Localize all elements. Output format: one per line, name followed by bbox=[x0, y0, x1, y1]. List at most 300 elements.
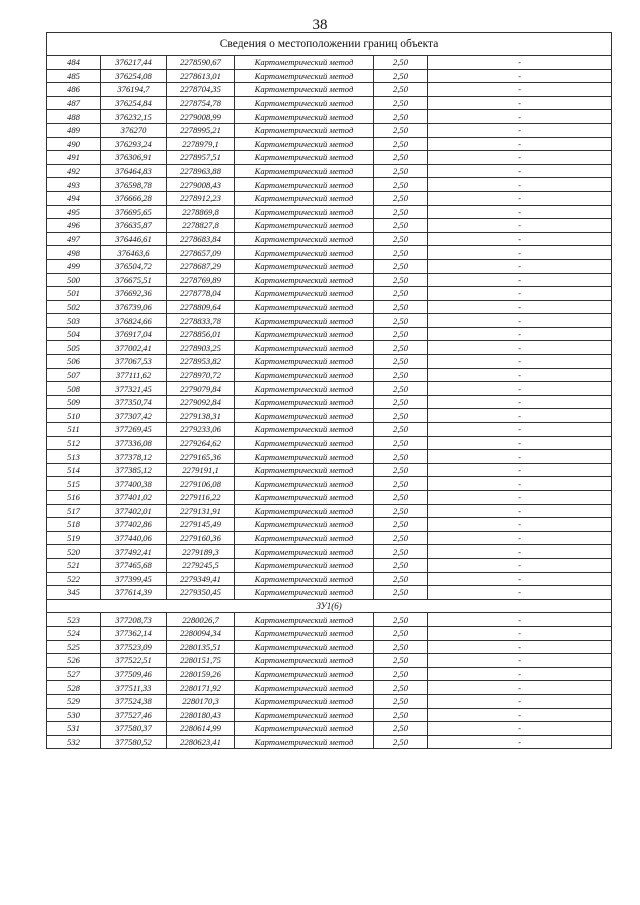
table-row bbox=[47, 83, 612, 97]
table-row bbox=[47, 96, 612, 110]
point-number-cell: 511 bbox=[47, 423, 101, 437]
method-cell: Картометрический метод bbox=[235, 735, 374, 749]
point-number-cell: 522 bbox=[47, 572, 101, 586]
point-number-cell: 517 bbox=[47, 504, 101, 518]
accuracy-cell: 2,50 bbox=[374, 219, 428, 233]
x-coordinate-cell: 377523,09 bbox=[101, 640, 167, 654]
y-coordinate-cell: 2279106,08 bbox=[167, 477, 235, 491]
x-coordinate-cell: 377580,37 bbox=[101, 722, 167, 736]
point-number-cell: 527 bbox=[47, 667, 101, 681]
y-coordinate-cell: 2278704,35 bbox=[167, 83, 235, 97]
y-coordinate-cell: 2279008,99 bbox=[167, 110, 235, 124]
note-cell: - bbox=[428, 518, 612, 532]
point-number-cell: 526 bbox=[47, 654, 101, 668]
note-cell: - bbox=[428, 667, 612, 681]
x-coordinate-cell: 376917,04 bbox=[101, 327, 167, 341]
x-coordinate-cell: 377378,12 bbox=[101, 450, 167, 464]
accuracy-cell: 2,50 bbox=[374, 409, 428, 423]
x-coordinate-cell: 376463,6 bbox=[101, 246, 167, 260]
note-cell: - bbox=[428, 178, 612, 192]
x-coordinate-cell: 377321,45 bbox=[101, 382, 167, 396]
method-cell: Картометрический метод bbox=[235, 423, 374, 437]
accuracy-cell: 2,50 bbox=[374, 681, 428, 695]
note-cell: - bbox=[428, 287, 612, 301]
point-number-cell: 507 bbox=[47, 368, 101, 382]
x-coordinate-cell: 377350,74 bbox=[101, 395, 167, 409]
method-cell: Картометрический метод bbox=[235, 545, 374, 559]
x-coordinate-cell: 377385,12 bbox=[101, 463, 167, 477]
accuracy-cell: 2,50 bbox=[374, 191, 428, 205]
x-coordinate-cell: 376217,44 bbox=[101, 56, 167, 70]
accuracy-cell: 2,50 bbox=[374, 300, 428, 314]
note-cell: - bbox=[428, 735, 612, 749]
accuracy-cell: 2,50 bbox=[374, 477, 428, 491]
x-coordinate-cell: 376635,87 bbox=[101, 219, 167, 233]
x-coordinate-cell: 377336,08 bbox=[101, 436, 167, 450]
table-row bbox=[47, 681, 612, 695]
note-cell: - bbox=[428, 722, 612, 736]
point-number-cell: 508 bbox=[47, 382, 101, 396]
point-number-cell: 492 bbox=[47, 164, 101, 178]
y-coordinate-cell: 2279116,22 bbox=[167, 491, 235, 505]
table-row bbox=[47, 123, 612, 137]
note-cell: - bbox=[428, 640, 612, 654]
method-cell: Картометрический метод bbox=[235, 164, 374, 178]
table-row bbox=[47, 613, 612, 627]
note-cell: - bbox=[428, 545, 612, 559]
table-row bbox=[47, 626, 612, 640]
point-number-cell: 496 bbox=[47, 219, 101, 233]
accuracy-cell: 2,50 bbox=[374, 463, 428, 477]
accuracy-cell: 2,50 bbox=[374, 395, 428, 409]
note-cell: - bbox=[428, 409, 612, 423]
note-cell: - bbox=[428, 491, 612, 505]
x-coordinate-cell: 377002,41 bbox=[101, 341, 167, 355]
note-cell: - bbox=[428, 395, 612, 409]
method-cell: Картометрический метод bbox=[235, 300, 374, 314]
note-cell: - bbox=[428, 558, 612, 572]
note-cell: - bbox=[428, 436, 612, 450]
y-coordinate-cell: 2278754,78 bbox=[167, 96, 235, 110]
x-coordinate-cell: 377400,38 bbox=[101, 477, 167, 491]
y-coordinate-cell: 2278953,82 bbox=[167, 355, 235, 369]
accuracy-cell: 2,50 bbox=[374, 586, 428, 600]
point-number-cell: 501 bbox=[47, 287, 101, 301]
point-number-cell: 484 bbox=[47, 56, 101, 70]
point-number-cell: 520 bbox=[47, 545, 101, 559]
table-row bbox=[47, 572, 612, 586]
point-number-cell: 529 bbox=[47, 694, 101, 708]
method-cell: Картометрический метод bbox=[235, 436, 374, 450]
method-cell: Картометрический метод bbox=[235, 219, 374, 233]
method-cell: Картометрический метод bbox=[235, 640, 374, 654]
note-cell: - bbox=[428, 572, 612, 586]
accuracy-cell: 2,50 bbox=[374, 355, 428, 369]
method-cell: Картометрический метод bbox=[235, 368, 374, 382]
note-cell: - bbox=[428, 123, 612, 137]
method-cell: Картометрический метод bbox=[235, 191, 374, 205]
x-coordinate-cell: 377440,06 bbox=[101, 531, 167, 545]
y-coordinate-cell: 2279145,49 bbox=[167, 518, 235, 532]
y-coordinate-cell: 2280151,75 bbox=[167, 654, 235, 668]
note-cell: - bbox=[428, 382, 612, 396]
table-row bbox=[47, 341, 612, 355]
method-cell: Картометрический метод bbox=[235, 110, 374, 124]
note-cell: - bbox=[428, 83, 612, 97]
y-coordinate-cell: 2279079,84 bbox=[167, 382, 235, 396]
accuracy-cell: 2,50 bbox=[374, 654, 428, 668]
accuracy-cell: 2,50 bbox=[374, 273, 428, 287]
y-coordinate-cell: 2278687,29 bbox=[167, 259, 235, 273]
y-coordinate-cell: 2280171,92 bbox=[167, 681, 235, 695]
note-cell: - bbox=[428, 613, 612, 627]
accuracy-cell: 2,50 bbox=[374, 69, 428, 83]
section-title: ЗУ1(6) bbox=[47, 599, 612, 613]
table-row bbox=[47, 491, 612, 505]
point-number-cell: 506 bbox=[47, 355, 101, 369]
note-cell: - bbox=[428, 708, 612, 722]
point-number-cell: 495 bbox=[47, 205, 101, 219]
note-cell: - bbox=[428, 654, 612, 668]
point-number-cell: 488 bbox=[47, 110, 101, 124]
y-coordinate-cell: 2278613,01 bbox=[167, 69, 235, 83]
accuracy-cell: 2,50 bbox=[374, 205, 428, 219]
method-cell: Картометрический метод bbox=[235, 626, 374, 640]
note-cell: - bbox=[428, 96, 612, 110]
point-number-cell: 487 bbox=[47, 96, 101, 110]
method-cell: Картометрический метод bbox=[235, 558, 374, 572]
note-cell: - bbox=[428, 69, 612, 83]
method-cell: Картометрический метод bbox=[235, 314, 374, 328]
method-cell: Картометрический метод bbox=[235, 463, 374, 477]
table-row bbox=[47, 219, 612, 233]
accuracy-cell: 2,50 bbox=[374, 572, 428, 586]
y-coordinate-cell: 2278769,89 bbox=[167, 273, 235, 287]
point-number-cell: 500 bbox=[47, 273, 101, 287]
accuracy-cell: 2,50 bbox=[374, 504, 428, 518]
table-row bbox=[47, 164, 612, 178]
y-coordinate-cell: 2278809,64 bbox=[167, 300, 235, 314]
note-cell: - bbox=[428, 341, 612, 355]
method-cell: Картометрический метод bbox=[235, 722, 374, 736]
table-row bbox=[47, 178, 612, 192]
point-number-cell: 509 bbox=[47, 395, 101, 409]
table-row bbox=[47, 586, 612, 600]
table-row bbox=[47, 463, 612, 477]
point-number-cell: 524 bbox=[47, 626, 101, 640]
accuracy-cell: 2,50 bbox=[374, 341, 428, 355]
point-number-cell: 345 bbox=[47, 586, 101, 600]
method-cell: Картометрический метод bbox=[235, 259, 374, 273]
x-coordinate-cell: 377402,86 bbox=[101, 518, 167, 532]
point-number-cell: 515 bbox=[47, 477, 101, 491]
method-cell: Картометрический метод bbox=[235, 287, 374, 301]
y-coordinate-cell: 2279008,43 bbox=[167, 178, 235, 192]
note-cell: - bbox=[428, 626, 612, 640]
note-cell: - bbox=[428, 531, 612, 545]
method-cell: Картометрический метод bbox=[235, 327, 374, 341]
point-number-cell: 498 bbox=[47, 246, 101, 260]
x-coordinate-cell: 376270 bbox=[101, 123, 167, 137]
method-cell: Картометрический метод bbox=[235, 83, 374, 97]
accuracy-cell: 2,50 bbox=[374, 83, 428, 97]
method-cell: Картометрический метод bbox=[235, 56, 374, 70]
method-cell: Картометрический метод bbox=[235, 232, 374, 246]
accuracy-cell: 2,50 bbox=[374, 96, 428, 110]
x-coordinate-cell: 376446,61 bbox=[101, 232, 167, 246]
y-coordinate-cell: 2279264,62 bbox=[167, 436, 235, 450]
table-row bbox=[47, 450, 612, 464]
method-cell: Картометрический метод bbox=[235, 96, 374, 110]
x-coordinate-cell: 377401,02 bbox=[101, 491, 167, 505]
point-number-cell: 490 bbox=[47, 137, 101, 151]
table-title-row bbox=[47, 33, 612, 56]
y-coordinate-cell: 2279160,36 bbox=[167, 531, 235, 545]
method-cell: Картометрический метод bbox=[235, 205, 374, 219]
note-cell: - bbox=[428, 110, 612, 124]
table-row bbox=[47, 259, 612, 273]
point-number-cell: 525 bbox=[47, 640, 101, 654]
x-coordinate-cell: 377362,14 bbox=[101, 626, 167, 640]
accuracy-cell: 2,50 bbox=[374, 314, 428, 328]
y-coordinate-cell: 2278778,04 bbox=[167, 287, 235, 301]
x-coordinate-cell: 377067,53 bbox=[101, 355, 167, 369]
accuracy-cell: 2,50 bbox=[374, 123, 428, 137]
x-coordinate-cell: 377614,39 bbox=[101, 586, 167, 600]
y-coordinate-cell: 2278979,1 bbox=[167, 137, 235, 151]
y-coordinate-cell: 2278827,8 bbox=[167, 219, 235, 233]
note-cell: - bbox=[428, 232, 612, 246]
y-coordinate-cell: 2280614,99 bbox=[167, 722, 235, 736]
accuracy-cell: 2,50 bbox=[374, 558, 428, 572]
note-cell: - bbox=[428, 137, 612, 151]
accuracy-cell: 2,50 bbox=[374, 436, 428, 450]
table-row bbox=[47, 300, 612, 314]
y-coordinate-cell: 2279165,36 bbox=[167, 450, 235, 464]
accuracy-cell: 2,50 bbox=[374, 287, 428, 301]
point-number-cell: 530 bbox=[47, 708, 101, 722]
note-cell: - bbox=[428, 586, 612, 600]
y-coordinate-cell: 2280180,43 bbox=[167, 708, 235, 722]
y-coordinate-cell: 2279131,91 bbox=[167, 504, 235, 518]
method-cell: Картометрический метод bbox=[235, 531, 374, 545]
x-coordinate-cell: 377522,51 bbox=[101, 654, 167, 668]
table-row bbox=[47, 545, 612, 559]
y-coordinate-cell: 2279092,84 bbox=[167, 395, 235, 409]
y-coordinate-cell: 2280135,51 bbox=[167, 640, 235, 654]
y-coordinate-cell: 2280170,3 bbox=[167, 694, 235, 708]
table-row bbox=[47, 518, 612, 532]
table-row bbox=[47, 110, 612, 124]
table-row bbox=[47, 708, 612, 722]
x-coordinate-cell: 377465,68 bbox=[101, 558, 167, 572]
y-coordinate-cell: 2278903,25 bbox=[167, 341, 235, 355]
accuracy-cell: 2,50 bbox=[374, 368, 428, 382]
x-coordinate-cell: 377208,73 bbox=[101, 613, 167, 627]
x-coordinate-cell: 376692,36 bbox=[101, 287, 167, 301]
x-coordinate-cell: 376194,7 bbox=[101, 83, 167, 97]
point-number-cell: 504 bbox=[47, 327, 101, 341]
note-cell: - bbox=[428, 259, 612, 273]
method-cell: Картометрический метод bbox=[235, 613, 374, 627]
x-coordinate-cell: 377509,46 bbox=[101, 667, 167, 681]
x-coordinate-cell: 377111,62 bbox=[101, 368, 167, 382]
y-coordinate-cell: 2278970,72 bbox=[167, 368, 235, 382]
y-coordinate-cell: 2278856,01 bbox=[167, 327, 235, 341]
accuracy-cell: 2,50 bbox=[374, 246, 428, 260]
accuracy-cell: 2,50 bbox=[374, 722, 428, 736]
point-number-cell: 513 bbox=[47, 450, 101, 464]
accuracy-cell: 2,50 bbox=[374, 613, 428, 627]
y-coordinate-cell: 2279138,31 bbox=[167, 409, 235, 423]
table-row bbox=[47, 151, 612, 165]
method-cell: Картометрический метод bbox=[235, 450, 374, 464]
method-cell: Картометрический метод bbox=[235, 667, 374, 681]
note-cell: - bbox=[428, 477, 612, 491]
table-row bbox=[47, 137, 612, 151]
x-coordinate-cell: 376306,91 bbox=[101, 151, 167, 165]
x-coordinate-cell: 376824,66 bbox=[101, 314, 167, 328]
y-coordinate-cell: 2278995,21 bbox=[167, 123, 235, 137]
accuracy-cell: 2,50 bbox=[374, 259, 428, 273]
x-coordinate-cell: 376598,78 bbox=[101, 178, 167, 192]
point-number-cell: 494 bbox=[47, 191, 101, 205]
y-coordinate-cell: 2278912,23 bbox=[167, 191, 235, 205]
accuracy-cell: 2,50 bbox=[374, 450, 428, 464]
y-coordinate-cell: 2278683,84 bbox=[167, 232, 235, 246]
note-cell: - bbox=[428, 463, 612, 477]
accuracy-cell: 2,50 bbox=[374, 518, 428, 532]
table-row bbox=[47, 314, 612, 328]
note-cell: - bbox=[428, 450, 612, 464]
table-row bbox=[47, 722, 612, 736]
table-row bbox=[47, 409, 612, 423]
point-number-cell: 493 bbox=[47, 178, 101, 192]
point-number-cell: 523 bbox=[47, 613, 101, 627]
note-cell: - bbox=[428, 164, 612, 178]
table-row bbox=[47, 558, 612, 572]
accuracy-cell: 2,50 bbox=[374, 531, 428, 545]
point-number-cell: 503 bbox=[47, 314, 101, 328]
accuracy-cell: 2,50 bbox=[374, 545, 428, 559]
note-cell: - bbox=[428, 327, 612, 341]
accuracy-cell: 2,50 bbox=[374, 110, 428, 124]
method-cell: Картометрический метод bbox=[235, 708, 374, 722]
method-cell: Картометрический метод bbox=[235, 409, 374, 423]
method-cell: Картометрический метод bbox=[235, 123, 374, 137]
method-cell: Картометрический метод bbox=[235, 273, 374, 287]
accuracy-cell: 2,50 bbox=[374, 178, 428, 192]
method-cell: Картометрический метод bbox=[235, 491, 374, 505]
x-coordinate-cell: 377269,45 bbox=[101, 423, 167, 437]
table-row bbox=[47, 205, 612, 219]
point-number-cell: 512 bbox=[47, 436, 101, 450]
y-coordinate-cell: 2278833,78 bbox=[167, 314, 235, 328]
point-number-cell: 491 bbox=[47, 151, 101, 165]
method-cell: Картометрический метод bbox=[235, 137, 374, 151]
method-cell: Картометрический метод bbox=[235, 69, 374, 83]
accuracy-cell: 2,50 bbox=[374, 491, 428, 505]
y-coordinate-cell: 2280094,34 bbox=[167, 626, 235, 640]
accuracy-cell: 2,50 bbox=[374, 327, 428, 341]
method-cell: Картометрический метод bbox=[235, 586, 374, 600]
x-coordinate-cell: 376293,24 bbox=[101, 137, 167, 151]
table-row bbox=[47, 273, 612, 287]
table-row bbox=[47, 477, 612, 491]
point-number-cell: 528 bbox=[47, 681, 101, 695]
table-row bbox=[47, 246, 612, 260]
x-coordinate-cell: 377492,41 bbox=[101, 545, 167, 559]
method-cell: Картометрический метод bbox=[235, 341, 374, 355]
x-coordinate-cell: 377399,45 bbox=[101, 572, 167, 586]
section-row bbox=[47, 599, 612, 613]
method-cell: Картометрический метод bbox=[235, 355, 374, 369]
point-number-cell: 502 bbox=[47, 300, 101, 314]
x-coordinate-cell: 376232,15 bbox=[101, 110, 167, 124]
x-coordinate-cell: 377307,42 bbox=[101, 409, 167, 423]
method-cell: Картометрический метод bbox=[235, 518, 374, 532]
y-coordinate-cell: 2280623,41 bbox=[167, 735, 235, 749]
x-coordinate-cell: 377527,46 bbox=[101, 708, 167, 722]
method-cell: Картометрический метод bbox=[235, 504, 374, 518]
note-cell: - bbox=[428, 151, 612, 165]
table-row bbox=[47, 640, 612, 654]
x-coordinate-cell: 376504,72 bbox=[101, 259, 167, 273]
y-coordinate-cell: 2278657,09 bbox=[167, 246, 235, 260]
y-coordinate-cell: 2278963,88 bbox=[167, 164, 235, 178]
table-row bbox=[47, 287, 612, 301]
y-coordinate-cell: 2278869,8 bbox=[167, 205, 235, 219]
point-number-cell: 486 bbox=[47, 83, 101, 97]
y-coordinate-cell: 2280159,26 bbox=[167, 667, 235, 681]
y-coordinate-cell: 2280026,7 bbox=[167, 613, 235, 627]
accuracy-cell: 2,50 bbox=[374, 382, 428, 396]
method-cell: Картометрический метод bbox=[235, 178, 374, 192]
method-cell: Картометрический метод bbox=[235, 246, 374, 260]
accuracy-cell: 2,50 bbox=[374, 667, 428, 681]
table-row bbox=[47, 327, 612, 341]
x-coordinate-cell: 376666,28 bbox=[101, 191, 167, 205]
method-cell: Картометрический метод bbox=[235, 382, 374, 396]
note-cell: - bbox=[428, 205, 612, 219]
accuracy-cell: 2,50 bbox=[374, 694, 428, 708]
x-coordinate-cell: 376695,65 bbox=[101, 205, 167, 219]
point-number-cell: 497 bbox=[47, 232, 101, 246]
x-coordinate-cell: 376464,83 bbox=[101, 164, 167, 178]
method-cell: Картометрический метод bbox=[235, 572, 374, 586]
note-cell: - bbox=[428, 300, 612, 314]
accuracy-cell: 2,50 bbox=[374, 164, 428, 178]
point-number-cell: 532 bbox=[47, 735, 101, 749]
table-row bbox=[47, 368, 612, 382]
table-row bbox=[47, 382, 612, 396]
x-coordinate-cell: 376675,51 bbox=[101, 273, 167, 287]
x-coordinate-cell: 376254,84 bbox=[101, 96, 167, 110]
table-row bbox=[47, 531, 612, 545]
y-coordinate-cell: 2279350,45 bbox=[167, 586, 235, 600]
table-row bbox=[47, 504, 612, 518]
note-cell: - bbox=[428, 368, 612, 382]
table-row bbox=[47, 654, 612, 668]
note-cell: - bbox=[428, 355, 612, 369]
accuracy-cell: 2,50 bbox=[374, 735, 428, 749]
table-row bbox=[47, 232, 612, 246]
x-coordinate-cell: 376739,06 bbox=[101, 300, 167, 314]
table-row bbox=[47, 694, 612, 708]
point-number-cell: 531 bbox=[47, 722, 101, 736]
table-row bbox=[47, 667, 612, 681]
accuracy-cell: 2,50 bbox=[374, 232, 428, 246]
